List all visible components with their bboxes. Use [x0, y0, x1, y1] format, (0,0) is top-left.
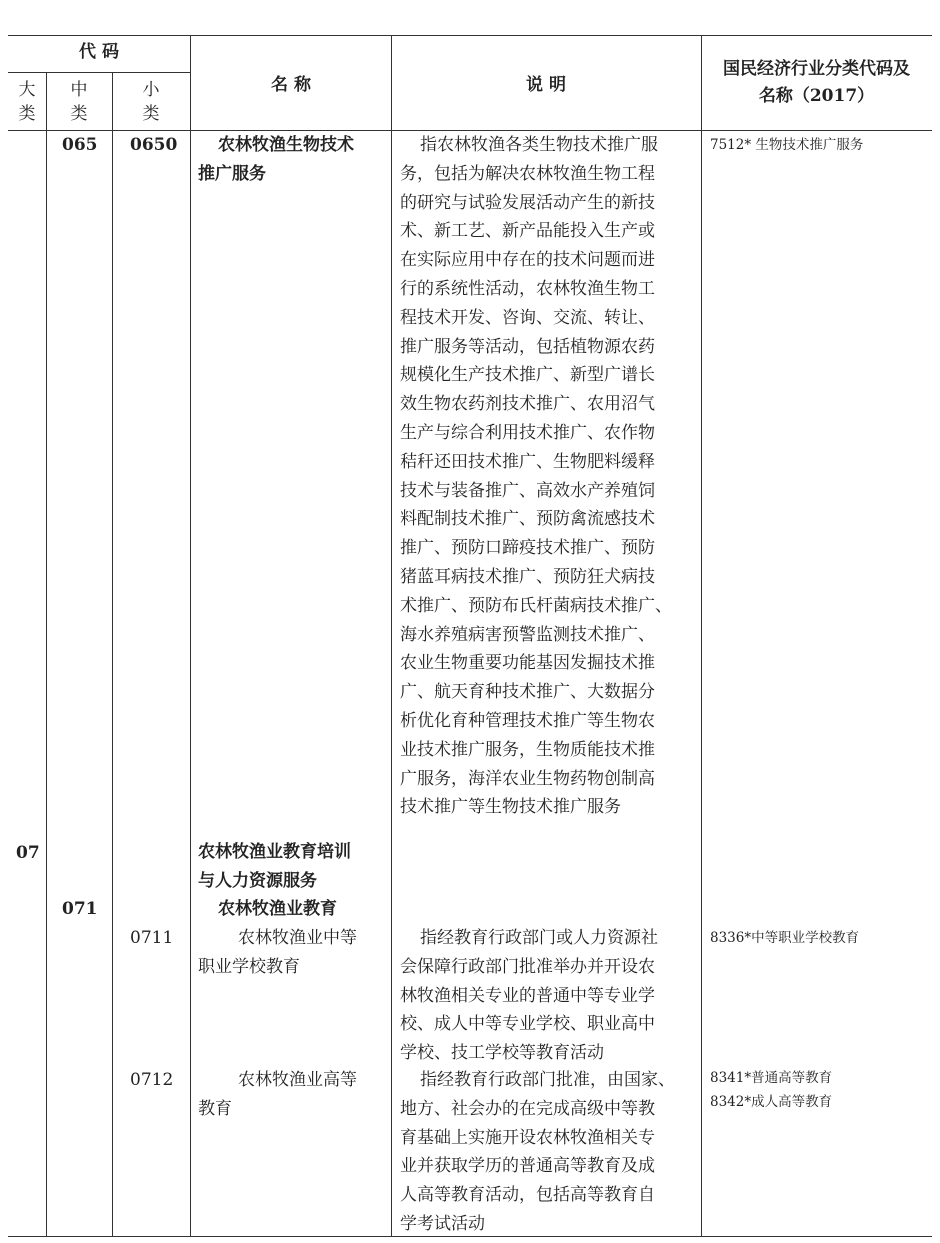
- row-0712-description: [400, 1066, 675, 1239]
- header-major-line1: 大: [18, 80, 36, 100]
- row-07-name-line1: 农林牧渔业教育培训: [198, 842, 351, 862]
- desc-line: 生产与综合利用技术推广、农作物: [400, 422, 655, 443]
- row-07-major-code: 07: [16, 843, 40, 863]
- desc-line: 广、航天育种技术推广、大数据分: [400, 682, 655, 703]
- desc-line: 指农林牧渔各类生物技术推广服: [420, 135, 658, 155]
- table-top-rule: [8, 35, 932, 36]
- desc-line: 程技术开发、咨询、交流、转让、: [400, 307, 655, 328]
- row-0712-minor-code: 0712: [130, 1070, 174, 1090]
- header-middle-line1: 中: [70, 80, 88, 100]
- row-0711-minor-code: 0711: [130, 928, 174, 948]
- desc-line: 业技术推广服务，生物质能技术推: [400, 739, 655, 760]
- col-divider-desc: [701, 35, 702, 1236]
- desc-line: 指经教育行政部门批准，由国家、: [420, 1070, 675, 1090]
- desc-line: 农业生物重要功能基因发掘技术推: [400, 653, 655, 674]
- row-0712-name: [198, 1066, 357, 1124]
- desc-line: 校、成人中等专业学校、职业高中: [400, 1014, 655, 1035]
- header-major-line2: 类: [18, 104, 36, 124]
- row-0711-name: [198, 924, 357, 982]
- header-major: [8, 78, 46, 126]
- row-0711-industry: 8336*中等职业学校教育: [710, 930, 860, 946]
- desc-line: 术、新工艺、新产品能投入生产或: [400, 221, 655, 242]
- header-minor-line1: 小: [142, 80, 160, 100]
- desc-line: 广服务，海洋农业生物药物创制高: [400, 768, 655, 789]
- col-divider-major: [46, 72, 47, 1236]
- desc-line: 效生物农药剂技术推广、农用沼气: [400, 394, 655, 415]
- row-0650-description: [400, 131, 672, 822]
- desc-line: 业并获取学历的普通高等教育及成: [400, 1156, 655, 1177]
- row-07-name-line2: 与人力资源服务: [198, 870, 317, 891]
- row-0650-name-line1: 农林牧渔生物技术: [218, 135, 354, 155]
- row-0711-description: [400, 924, 658, 1068]
- desc-line: 在实际应用中存在的技术问题而进: [400, 250, 655, 271]
- desc-line: 指经教育行政部门或人力资源社: [420, 928, 658, 948]
- row-0650-industry: 7512* 生物技术推广服务: [710, 137, 864, 153]
- row-0712-industry-line1: 8341*普通高等教育: [710, 1070, 833, 1086]
- desc-line: 推广、预防口蹄疫技术推广、预防: [400, 538, 655, 559]
- row-0712-industry-line2: 8342*成人高等教育: [710, 1094, 833, 1110]
- desc-line: 行的系统性活动，农林牧渔生物工: [400, 278, 655, 299]
- desc-line: 务，包括为解决农林牧渔生物工程: [400, 163, 655, 184]
- row-0650-name-line2: 推广服务: [198, 163, 266, 184]
- row-0650-middle-code: 065: [62, 135, 98, 155]
- desc-line: 料配制技术推广、预防禽流感技术: [400, 509, 655, 530]
- col-divider-middle: [112, 72, 113, 1236]
- row-0650-name: [198, 131, 354, 189]
- header-industry-line2: 名称（2017）: [758, 86, 875, 106]
- desc-line: 地方、社会办的在完成高级中等教: [400, 1098, 655, 1119]
- col-divider-name: [391, 35, 392, 1236]
- desc-line: 秸秆还田技术推广、生物肥料缓释: [400, 451, 655, 472]
- desc-line: 推广服务等活动，包括植物源农药: [400, 336, 655, 357]
- row-071-middle-code: 071: [62, 899, 98, 919]
- desc-line: 技术推广等生物技术推广服务: [400, 797, 621, 818]
- desc-line: 规模化生产技术推广、新型广谱长: [400, 365, 655, 386]
- desc-line: 析优化育种管理技术推广等生物农: [400, 710, 655, 731]
- desc-line: 技术与装备推广、高效水产养殖饲: [400, 480, 655, 501]
- desc-line: 术推广、预防布氏杆菌病技术推广、: [400, 595, 672, 616]
- header-code-group: 代 码: [79, 42, 119, 62]
- row-0712-name-line1: 农林牧渔业高等: [238, 1070, 357, 1090]
- header-middle: [46, 78, 112, 126]
- header-middle-line2: 类: [70, 104, 88, 124]
- header-industry-line1: 国民经济行业分类代码及: [723, 59, 910, 79]
- row-0711-name-line2: 职业学校教育: [198, 956, 300, 977]
- row-0711-name-line1: 农林牧渔业中等: [238, 928, 357, 948]
- header-minor: [112, 78, 190, 126]
- header-industry: [701, 56, 932, 110]
- row-0712-name-line2: 教育: [198, 1098, 232, 1119]
- desc-line: 的研究与试验发展活动产生的新技: [400, 192, 655, 213]
- header-description: 说 明: [526, 75, 566, 95]
- desc-line: 林牧渔相关专业的普通中等专业学: [400, 985, 655, 1006]
- col-divider-minor: [190, 35, 191, 1236]
- desc-line: 人高等教育活动，包括高等教育自: [400, 1185, 655, 1206]
- desc-line: 猪蓝耳病技术推广、预防狂犬病技: [400, 566, 655, 587]
- row-0712-industry: [710, 1066, 832, 1114]
- desc-line: 海水养殖病害预警监测技术推广、: [400, 624, 655, 645]
- header-minor-line2: 类: [142, 104, 160, 124]
- desc-line: 会保障行政部门批准举办并开设农: [400, 956, 655, 977]
- row-071-name: 农林牧渔业教育: [218, 899, 337, 919]
- row-07-name: [198, 838, 351, 896]
- desc-line: 学校、技工学校等教育活动: [400, 1043, 604, 1064]
- row-0650-minor-code: 0650: [130, 135, 178, 155]
- code-group-rule: [8, 72, 190, 73]
- header-name: 名 称: [271, 75, 311, 95]
- desc-line: 育基础上实施开设农林牧渔相关专: [400, 1127, 655, 1148]
- desc-line: 学考试活动: [400, 1213, 485, 1234]
